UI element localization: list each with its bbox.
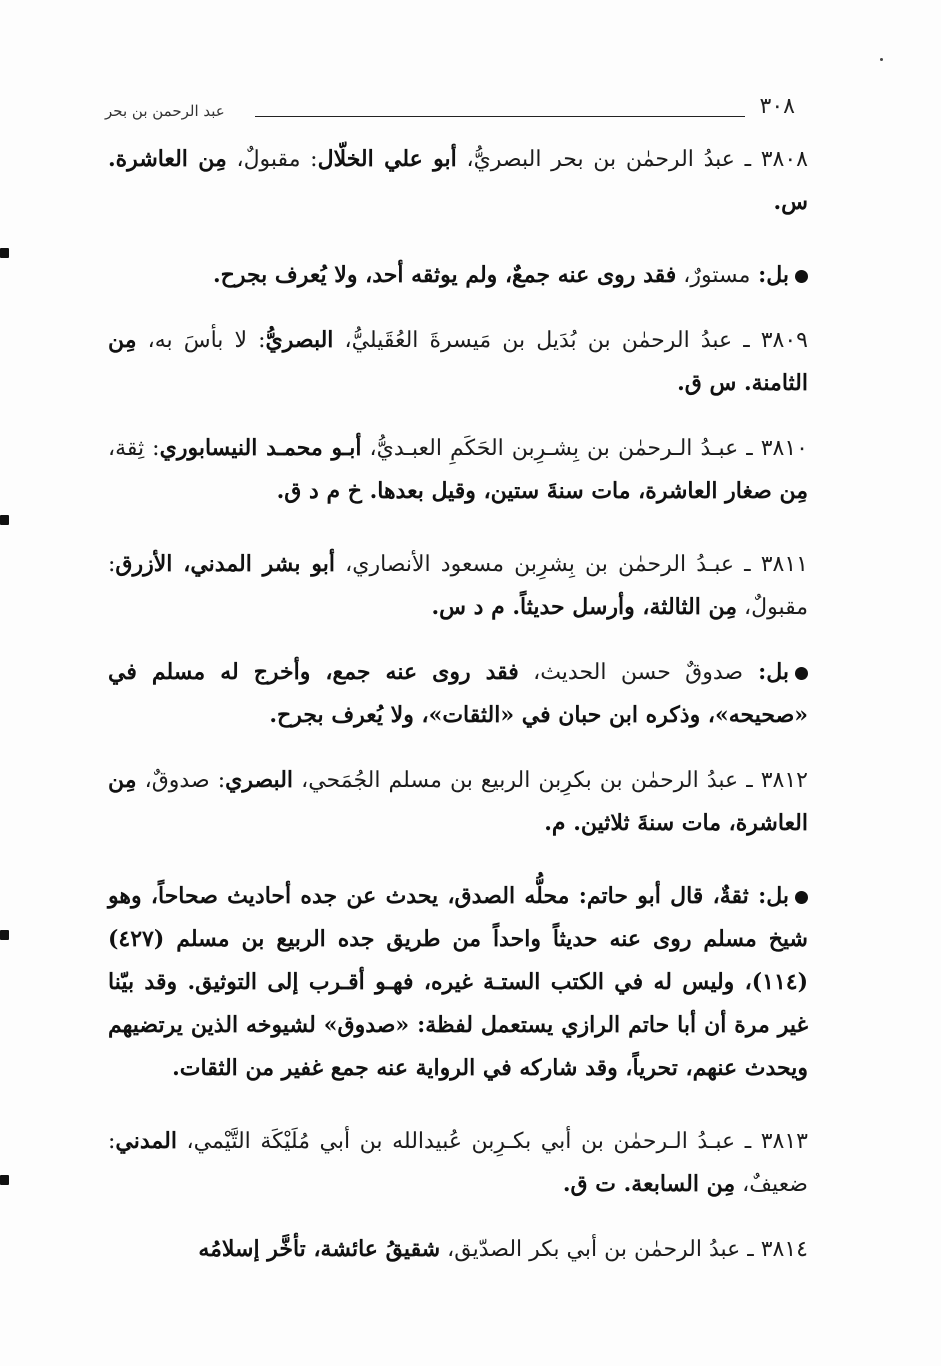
entry-text-bold: فقد روى عنه جمعٌ، ولم يوثقه أحد، ولا يُعرف بجرح. (212, 262, 677, 288)
entries-body (108, 138, 808, 1271)
entry-text-bold: شقيقُ عائشة، تأخَّر إسلامُه (198, 1236, 441, 1262)
page-header (105, 94, 795, 124)
entry-text-bold: مِن العاشرة. س. (108, 146, 808, 215)
entry-text-bold: مِن العاشرة، مات سنةَ ثلاثين. م. (108, 767, 808, 836)
bullet-icon (795, 891, 808, 904)
running-title: عبد الرحمن بن بحر (105, 102, 225, 120)
entry-3810 (108, 427, 808, 513)
entry-text: ٣٨١٤ ـ عبدُ الرحمٰن بن أبي بكر الصدّيق، (440, 1237, 808, 1262)
scan-speck (880, 58, 883, 61)
scan-edge-mark (0, 1175, 9, 1185)
entry-text-bold: قال أبو حاتم: محلُّه الصدق، يحدث عن جده أحاديث صحاحاً، وهو شيخ مسلم روى عنه حديثاً واحداً من طريق جده الربيع بن مسلم (٤٢٧) (١١٤)، وليس له في الكتب الستـة غيره، فهـو أقـرب إلى التوثيق. وقد بيّنا غير مرة أن أبا حاتم الرازي يستعمل لفظة: «صدوق» لشيوخه الذين يرتضيهم ويحدث عنهم، تحرياً، وقد شاركه في الرواية عنه جمع غفير من الثقات. (108, 883, 808, 1081)
entry-3812-note (108, 875, 808, 1090)
entry-text-bold: بل: ثقةٌ، (703, 883, 789, 909)
entry-text-bold: فقد روى عنه جمع، وأخرج له مسلم في «صحيحه»، وذكره ابن حبان في «الثقات»، ولا يُعرف بجرح. (108, 659, 808, 728)
entry-3812 (108, 759, 808, 845)
entry-text: ٣٨١١ ـ عبـدُ الرحمٰن بن بِشرِبن مسعود الأنصاري، (334, 552, 808, 577)
entry-3809 (108, 319, 808, 405)
entry-text: : ضعيفٌ، (108, 1129, 808, 1197)
entry-text: ٣٨١٢ ـ عبدُ الرحمٰن بن بكرِبن الربيع بن مسلم الجُمَحي، (293, 768, 808, 793)
entry-text: : مقبولٌ، (108, 552, 808, 620)
bullet-icon (795, 667, 808, 680)
entry-3813 (108, 1120, 808, 1206)
entry-3814 (108, 1228, 808, 1271)
entry-text-bold: مِن الثامنة. س ق. (108, 327, 808, 396)
entry-text: مستورٌ، (676, 263, 751, 288)
scan-edge-mark (0, 248, 9, 258)
entry-text-bold: أبـو محمـد النيسابوري (159, 435, 362, 461)
entry-text-bold: بل: (743, 659, 789, 685)
entry-text: ٣٨٠٨ ـ عبدُ الرحمٰن بن بحر البصريُّ، (456, 147, 808, 172)
entry-text-bold: المدني (115, 1128, 177, 1154)
entry-text: : ثِقة، (108, 436, 160, 461)
scan-edge-mark (0, 930, 9, 940)
entry-text-bold: مِن الثالثة، وأرسل حديثاً. م د س. (431, 594, 737, 620)
entry-3811 (108, 543, 808, 629)
page-number: ٣٠٨ (759, 94, 795, 119)
entry-text: ٣٨٠٩ ـ عبدُ الرحمٰن بن بُدَيل بن مَيسرةَ العُقَيليُّ، (333, 328, 808, 353)
entry-3808-note (108, 254, 808, 297)
entry-text-bold: أبو بشر المدني، الأزرق (115, 551, 335, 577)
bullet-icon (795, 270, 808, 283)
entry-text-bold: البصريُّ (265, 327, 334, 353)
entry-text: : صدوقٌ، (136, 768, 226, 793)
scan-edge-mark (0, 515, 9, 525)
entry-text: ٣٨١٠ ـ عبـدُ الـرحمٰن بن بِشـرِبن الحَكَمِ العبـديُّ، (361, 436, 808, 461)
entry-text-bold: بل: (750, 262, 789, 288)
entry-text-bold: البصري (225, 767, 294, 793)
entry-text-bold: أبو علي الخلّال (317, 146, 457, 172)
entry-text: صدوقٌ حسن الحديث، (518, 660, 744, 685)
entry-text: : مقبولٌ، (226, 147, 318, 172)
header-rule (255, 116, 745, 117)
entry-text: ٣٨١٣ ـ عبـدُ الـرحمٰن بن أبي بكـرِبن عُبيدالله بن أبي مُلَيْكَة التَّيْمي، (176, 1129, 808, 1154)
entry-3808 (108, 138, 808, 224)
entry-text-bold: مِن السابعة. ت ق. (562, 1171, 736, 1197)
entry-3811-note (108, 651, 808, 737)
entry-text-bold: مِن صغار العاشرة، مات سنةَ ستين، وقيل بعدها. خ م د ق. (276, 478, 808, 504)
entry-text: : لا بأسَ به، (136, 328, 266, 353)
